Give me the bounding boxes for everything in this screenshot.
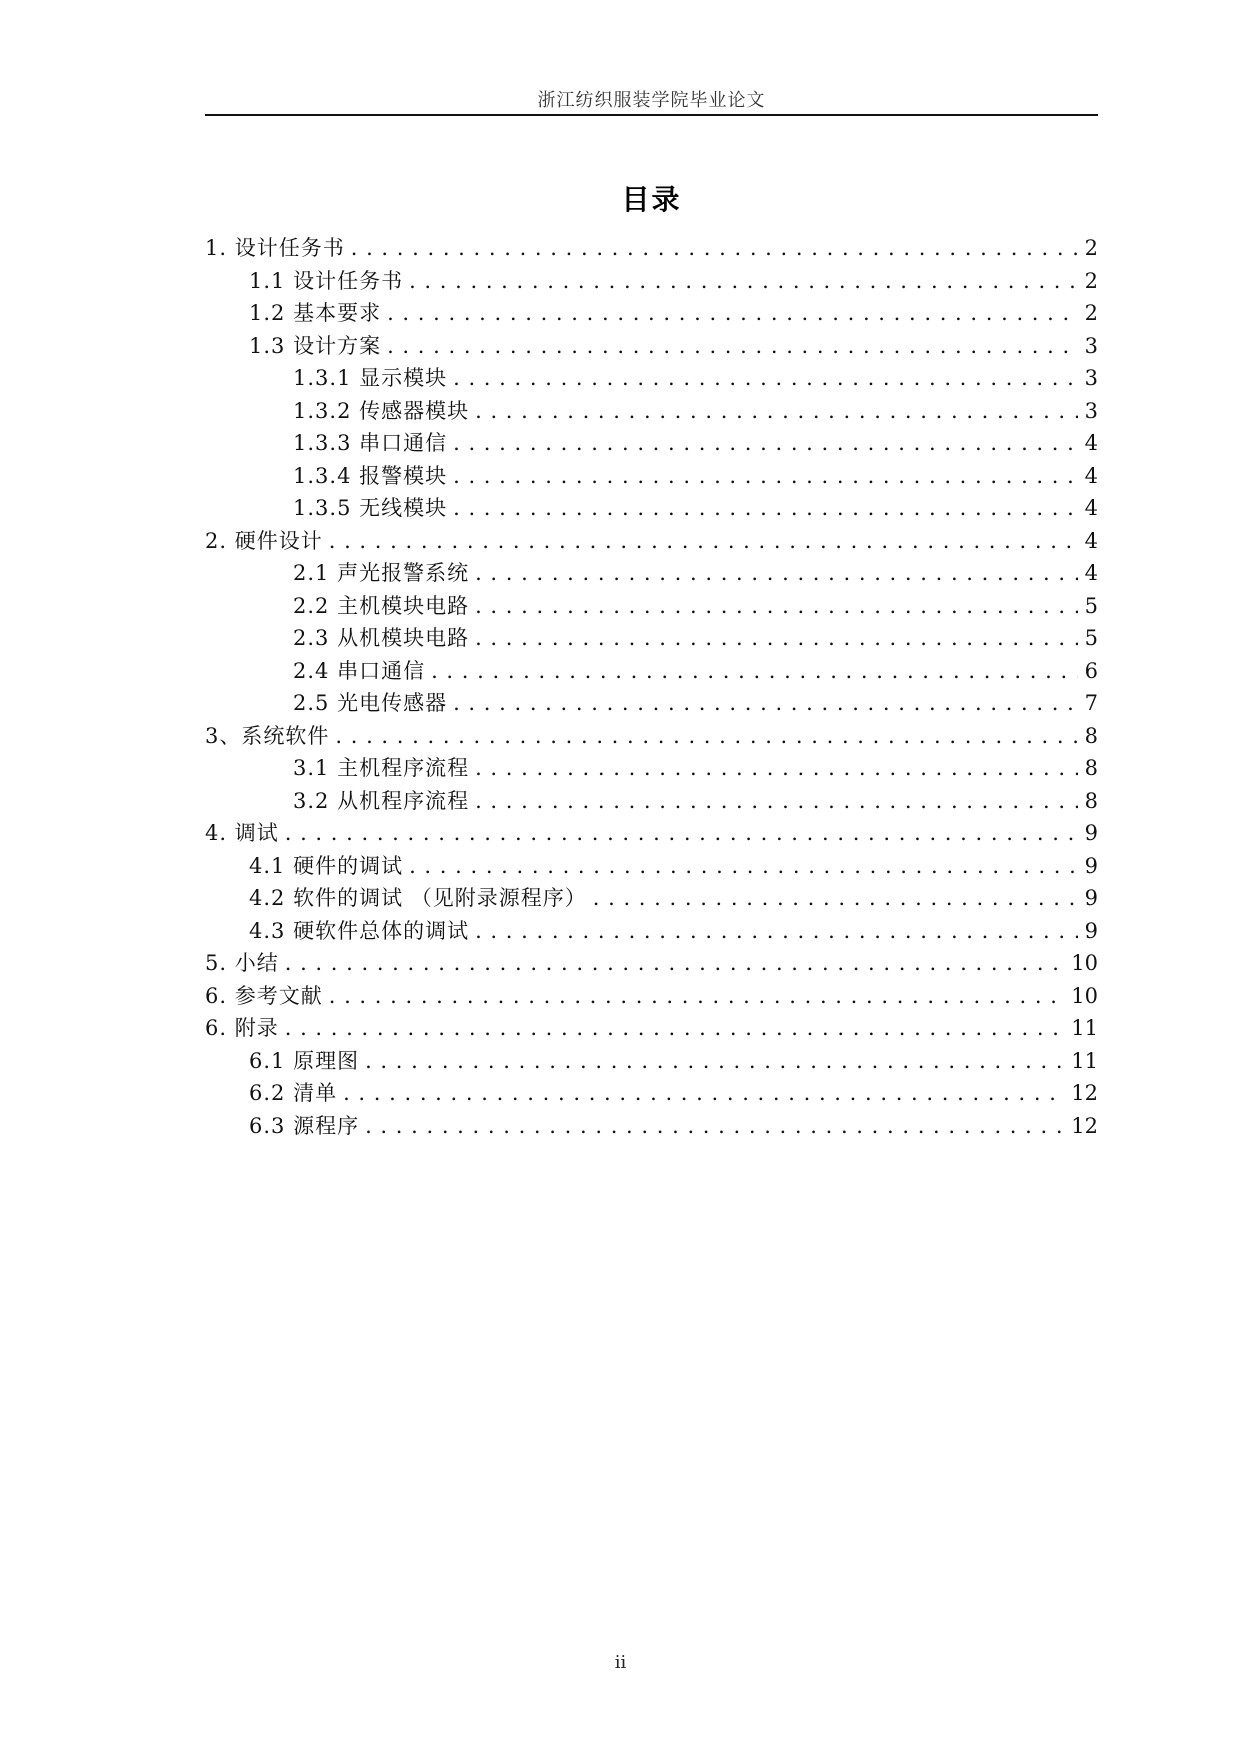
- dot-leader: [409, 850, 1078, 883]
- toc-entry-label: 6. 参考文献: [205, 983, 323, 1008]
- toc-entry-label: 4.2 软件的调试 （见附录源程序）: [249, 886, 587, 910]
- toc-entry-page: 4: [1084, 463, 1098, 488]
- toc-entry-label: 2.2 主机模块电路: [293, 593, 470, 618]
- dot-leader: [453, 687, 1078, 720]
- dot-leader: [365, 1045, 1065, 1078]
- toc-entry-label: 6.3 源程序: [249, 1113, 360, 1138]
- dot-leader: [475, 395, 1078, 428]
- toc-entry[interactable]: [205, 817, 1098, 850]
- toc-title: 目录: [621, 183, 682, 216]
- toc-entry-label: 4.1 硬件的调试: [249, 853, 404, 878]
- toc-entry-page: 5: [1084, 593, 1098, 618]
- toc-entry-label: 1. 设计任务书: [205, 236, 345, 260]
- toc-entry-page: 12: [1071, 1081, 1098, 1105]
- toc-entry-label: 1.3.3 串口通信: [293, 431, 448, 455]
- dot-leader: [285, 1012, 1066, 1045]
- toc-entry[interactable]: [205, 947, 1098, 980]
- toc-entry-page: 8: [1084, 788, 1098, 813]
- table-of-contents: [205, 232, 1098, 1142]
- toc-entry-label: 3、系统软件: [205, 723, 330, 748]
- dot-leader: [365, 1110, 1065, 1143]
- dot-leader: [431, 655, 1078, 688]
- toc-entry-page: 9: [1084, 918, 1098, 943]
- running-header: 浙江纺织服装学院毕业论文: [537, 90, 766, 111]
- toc-entry-label: 1.3.4 报警模块: [293, 463, 448, 488]
- toc-entry-page: 4: [1084, 528, 1098, 553]
- toc-entry-page: 9: [1084, 886, 1098, 910]
- dot-leader: [329, 980, 1066, 1013]
- toc-entry-page: 8: [1084, 723, 1098, 748]
- toc-entry-page: 12: [1071, 1113, 1098, 1138]
- dot-leader: [387, 297, 1078, 330]
- toc-entry-label: 2.3 从机模块电路: [293, 626, 470, 650]
- toc-entry-label: 3.1 主机程序流程: [293, 756, 470, 780]
- toc-entry[interactable]: [205, 362, 1098, 395]
- toc-entry[interactable]: [205, 915, 1098, 948]
- toc-entry-page: 11: [1071, 1016, 1098, 1040]
- dot-leader: [335, 720, 1078, 753]
- toc-entry[interactable]: [205, 492, 1098, 525]
- toc-entry[interactable]: [205, 882, 1098, 915]
- toc-entry-label: 4. 调试: [205, 821, 279, 845]
- toc-entry-page: 2: [1084, 268, 1098, 293]
- toc-entry-label: 6.1 原理图: [249, 1048, 360, 1073]
- toc-entry-page: 4: [1084, 431, 1098, 455]
- toc-entry[interactable]: [205, 687, 1098, 720]
- toc-entry-label: 1.2 基本要求: [249, 301, 382, 325]
- toc-entry-page: 4: [1084, 496, 1098, 520]
- toc-entry-page: 10: [1071, 983, 1098, 1008]
- toc-entry[interactable]: [205, 655, 1098, 688]
- toc-entry-page: 10: [1071, 951, 1098, 975]
- toc-entry[interactable]: [205, 1045, 1098, 1078]
- toc-entry-page: 9: [1084, 821, 1098, 845]
- toc-entry[interactable]: [205, 265, 1098, 298]
- dot-leader: [453, 492, 1078, 525]
- toc-entry-label: 4.3 硬软件总体的调试: [249, 918, 470, 943]
- toc-entry[interactable]: [205, 232, 1098, 265]
- toc-entry[interactable]: [205, 1012, 1098, 1045]
- toc-entry[interactable]: [205, 557, 1098, 590]
- toc-entry[interactable]: [205, 720, 1098, 753]
- dot-leader: [475, 915, 1078, 948]
- toc-entry-page: 2: [1084, 301, 1098, 325]
- dot-leader: [387, 330, 1078, 363]
- toc-entry[interactable]: [205, 460, 1098, 493]
- toc-entry[interactable]: [205, 297, 1098, 330]
- toc-entry-label: 1.3.1 显示模块: [293, 366, 448, 390]
- toc-entry-page: 11: [1071, 1048, 1098, 1073]
- toc-entry-label: 1.3.2 传感器模块: [293, 398, 470, 423]
- toc-entry[interactable]: [205, 752, 1098, 785]
- toc-entry-label: 1.3.5 无线模块: [293, 496, 448, 520]
- toc-entry-label: 5. 小结: [205, 951, 279, 975]
- toc-entry-page: 6: [1084, 658, 1098, 683]
- toc-entry-page: 2: [1084, 236, 1098, 260]
- header-rule: [205, 114, 1098, 116]
- dot-leader: [475, 622, 1078, 655]
- toc-entry-page: 8: [1084, 756, 1098, 780]
- toc-entry-label: 1.3 设计方案: [249, 333, 382, 358]
- toc-entry-label: 6.2 清单: [249, 1081, 338, 1105]
- toc-entry[interactable]: [205, 330, 1098, 363]
- dot-leader: [329, 525, 1078, 558]
- toc-entry[interactable]: [205, 1110, 1098, 1143]
- dot-leader: [285, 817, 1078, 850]
- toc-entry-label: 2.4 串口通信: [293, 658, 426, 683]
- toc-entry-label: 3.2 从机程序流程: [293, 788, 470, 813]
- dot-leader: [343, 1077, 1065, 1110]
- dot-leader: [475, 590, 1078, 623]
- dot-leader: [453, 460, 1078, 493]
- toc-entry[interactable]: [205, 850, 1098, 883]
- toc-entry[interactable]: [205, 980, 1098, 1013]
- toc-entry-page: 7: [1084, 691, 1098, 715]
- toc-entry[interactable]: [205, 395, 1098, 428]
- toc-entry[interactable]: [205, 1077, 1098, 1110]
- toc-entry[interactable]: [205, 622, 1098, 655]
- toc-entry-page: 3: [1084, 333, 1098, 358]
- dot-leader: [593, 882, 1078, 915]
- toc-entry-label: 2.1 声光报警系统: [293, 561, 470, 585]
- toc-entry[interactable]: [205, 590, 1098, 623]
- toc-entry-label: 2. 硬件设计: [205, 528, 323, 553]
- page-number: ii: [614, 1652, 627, 1673]
- toc-entry-page: 5: [1084, 626, 1098, 650]
- dot-leader: [453, 427, 1078, 460]
- toc-entry[interactable]: [205, 427, 1098, 460]
- dot-leader: [453, 362, 1078, 395]
- toc-entry-page: 3: [1084, 398, 1098, 423]
- toc-entry[interactable]: [205, 525, 1098, 558]
- dot-leader: [475, 752, 1078, 785]
- toc-entry-label: 2.5 光电传感器: [293, 691, 448, 715]
- toc-entry-label: 1.1 设计任务书: [249, 268, 404, 293]
- dot-leader: [475, 785, 1078, 818]
- toc-entry-label: 6. 附录: [205, 1016, 279, 1040]
- dot-leader: [409, 265, 1078, 298]
- dot-leader: [351, 232, 1078, 265]
- toc-entry-page: 3: [1084, 366, 1098, 390]
- toc-entry[interactable]: [205, 785, 1098, 818]
- dot-leader: [285, 947, 1066, 980]
- dot-leader: [475, 557, 1078, 590]
- toc-entry-page: 9: [1084, 853, 1098, 878]
- toc-entry-page: 4: [1084, 561, 1098, 585]
